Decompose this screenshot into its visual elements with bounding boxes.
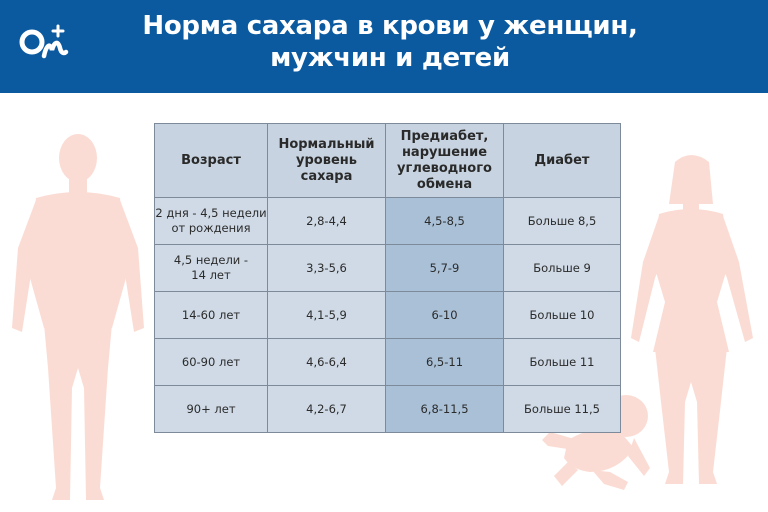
cell-age-line: 14 лет [191, 268, 231, 282]
cell-age [155, 198, 268, 245]
cell-age-line: 14-60 лет [181, 307, 241, 322]
cell-age [155, 292, 268, 339]
cell-diabetes: Больше 10 [504, 292, 621, 339]
cell-prediabetes: 4,5-8,5 [386, 198, 504, 245]
header-normal-line: Нормальный [278, 136, 375, 152]
cell-age-line: 4,5 недели - [173, 253, 249, 267]
header-prediabetes-line: обмена [416, 176, 473, 192]
cell-age-line: 60-90 лет [181, 354, 241, 369]
header-normal-line: сахара [300, 168, 353, 184]
cell-age-line: от рождения [171, 221, 251, 235]
header-prediabetes-line: углеводного [397, 160, 492, 176]
cell-diabetes: Больше 9 [504, 245, 621, 292]
cell-age [155, 339, 268, 386]
header-banner [0, 0, 768, 93]
cell-age [155, 386, 268, 433]
page-title [110, 10, 670, 74]
cell-prediabetes: 5,7-9 [386, 245, 504, 292]
header-prediabetes-line: нарушение [401, 144, 488, 160]
header-age-text: Возраст [181, 152, 241, 168]
cell-normal: 3,3-5,6 [268, 245, 386, 292]
header-diabetes-text: Диабет [534, 152, 590, 168]
cell-normal: 4,2-6,7 [268, 386, 386, 433]
cell-diabetes: Больше 8,5 [504, 198, 621, 245]
man-silhouette [8, 128, 148, 512]
table-row [155, 292, 621, 339]
table-row [155, 386, 621, 433]
table-header-row [155, 124, 621, 198]
blood-sugar-table [154, 123, 621, 433]
title-line-2: мужчин и детей [270, 43, 510, 73]
cell-prediabetes: 6-10 [386, 292, 504, 339]
cell-age [155, 245, 268, 292]
cell-normal: 2,8-4,4 [268, 198, 386, 245]
table-row [155, 198, 621, 245]
cell-normal: 4,6-6,4 [268, 339, 386, 386]
header-diabetes [504, 124, 621, 198]
header-prediabetes [386, 124, 504, 198]
header-normal [268, 124, 386, 198]
cell-prediabetes: 6,5-11 [386, 339, 504, 386]
blood-sugar-table-wrapper [154, 123, 621, 433]
cell-age-line: 2 дня - 4,5 недели [155, 206, 267, 220]
header-age [155, 124, 268, 198]
table-row [155, 245, 621, 292]
cell-prediabetes: 6,8-11,5 [386, 386, 504, 433]
header-prediabetes-line: Предиабет, [400, 128, 489, 144]
title-line-1: Норма сахара в крови у женщин, [142, 11, 638, 41]
om-logo-icon [18, 18, 70, 68]
cell-diabetes: Больше 11,5 [504, 386, 621, 433]
header-normal-line: уровень [296, 152, 357, 168]
table-row [155, 339, 621, 386]
cell-normal: 4,1-5,9 [268, 292, 386, 339]
cell-age-line: 90+ лет [186, 401, 236, 416]
cell-diabetes: Больше 11 [504, 339, 621, 386]
